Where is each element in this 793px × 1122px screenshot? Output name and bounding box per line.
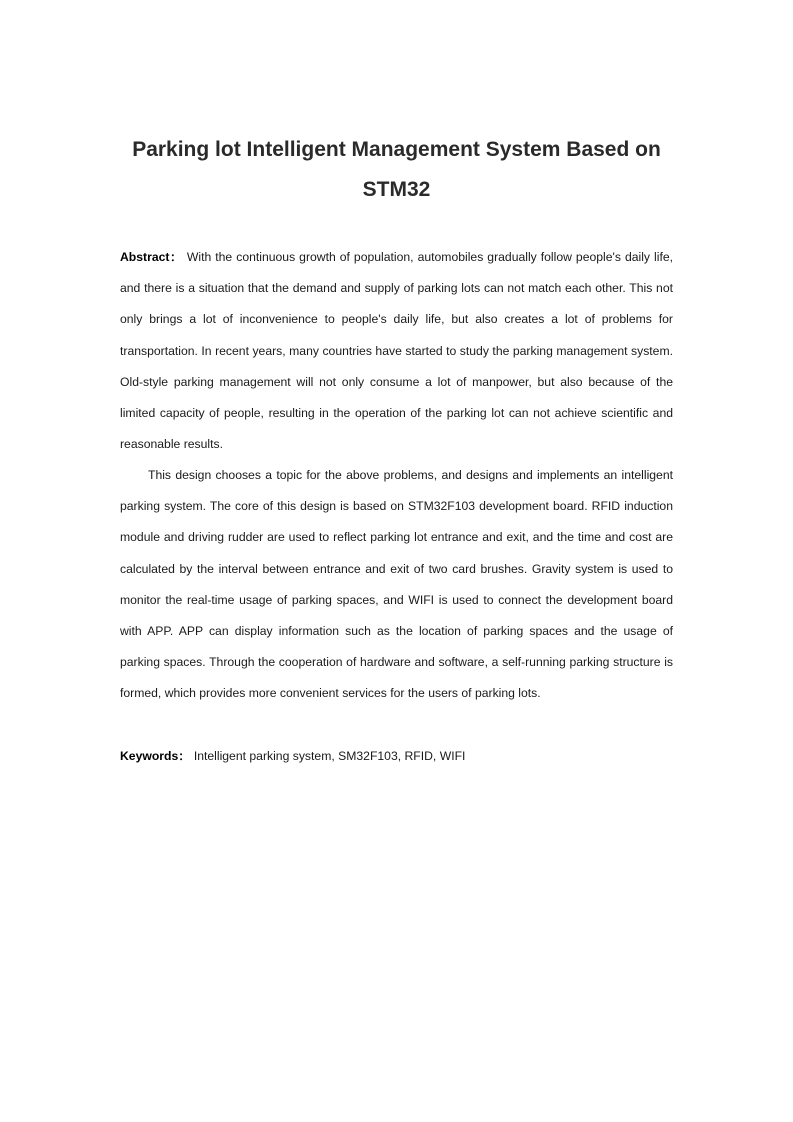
design-text: This design chooses a topic for the above problems, and designs and implements an intelligent parking system. The core of this design is based on STM32F103 development board. RFID induction module and driving rudder are used to reflect parking lot entrance and exit, and the time and cost are calculated by the interval between entrance and exit of two card brushes. Gravity system is used to monitor the real-time usage of parking spaces, and WIFI is used to connect the development board with APP. APP can display information such as the location of parking spaces and the usage of parking spaces. Through the cooperation of hardware and software, a self-running parking structure is formed, which provides more convenient services for the users of parking lots. — [120, 468, 673, 701]
abstract-text: With the continuous growth of population, automobiles gradually follow people's daily life, and there is a situation that the demand and supply of parking lots can not match each other. This not only brings a lot of inconvenience to people's daily life, but also creates a lot of problems for transportation. In recent years, many countries have started to study the parking management system. Old-style parking management will not only consume a lot of manpower, but also because of the limited capacity of people, resulting in the operation of the parking lot can not achieve scientific and reasonable results. — [120, 250, 673, 452]
keywords-label: Keywords： — [120, 749, 191, 763]
abstract-label: Abstract： — [120, 250, 183, 264]
document-title-line-1: Parking lot Intelligent Management System Based on — [132, 138, 661, 161]
keywords-text: Intelligent parking system, SM32F103, RFID, WIFI — [193, 749, 466, 763]
document-title-line-2: STM32 — [362, 178, 431, 201]
design-paragraph — [120, 460, 673, 710]
abstract-paragraph — [120, 242, 673, 460]
keywords-paragraph — [120, 741, 673, 772]
